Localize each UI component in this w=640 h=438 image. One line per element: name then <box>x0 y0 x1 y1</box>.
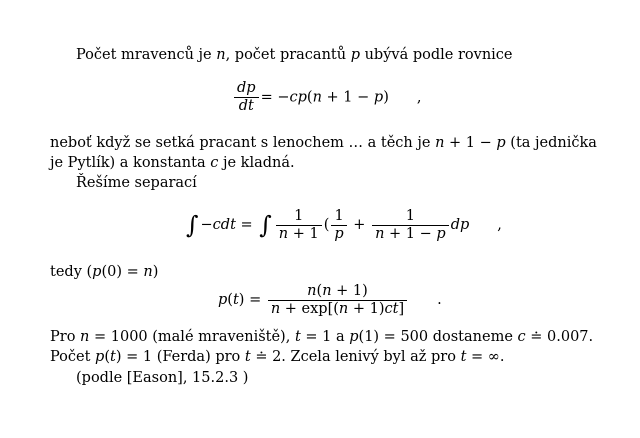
text: ( <box>323 217 330 233</box>
var-cdt: cdt <box>212 217 236 233</box>
numerator: dp <box>237 80 256 96</box>
text: tedy ( <box>50 264 93 280</box>
var-n: n <box>270 300 281 317</box>
var-p: p <box>496 135 506 151</box>
paragraph-explanation-line2 <box>50 154 295 172</box>
text: + 1 <box>288 225 319 242</box>
var-n: n <box>322 282 332 299</box>
var-p: p <box>373 89 384 106</box>
var-c: c <box>210 155 219 171</box>
var-p: p <box>92 264 102 280</box>
fraction-1-over-n-plus-1-minus-p <box>372 208 449 243</box>
var-n: n <box>307 282 317 299</box>
var-dp: dp <box>450 217 470 233</box>
punctuation: . <box>437 292 442 308</box>
text: + 1 − <box>321 89 374 106</box>
text: ) = <box>238 292 266 308</box>
var-t: t <box>294 329 301 345</box>
var-n: n <box>435 135 445 151</box>
var-c: c <box>517 329 526 345</box>
punctuation: , <box>416 89 422 106</box>
var-n: n <box>278 225 289 242</box>
var-ct: ct <box>384 300 399 317</box>
var-n: n <box>80 329 90 345</box>
var-t: t <box>232 292 239 308</box>
paragraph-numbers <box>50 328 593 346</box>
equation-solution <box>218 282 442 318</box>
var-t: t <box>460 349 467 365</box>
numerator: 1 <box>331 208 346 226</box>
text: Řešíme separací <box>76 175 197 191</box>
equation-differential <box>232 80 421 115</box>
paragraph-intro <box>76 46 513 64</box>
var-p: p <box>436 225 446 242</box>
text: ubývá podle rovnice <box>359 47 513 63</box>
var-p: p <box>95 349 105 365</box>
text: , počet pracantů <box>225 47 351 63</box>
paragraph-explanation-line1 <box>50 134 597 152</box>
text: + exp[( <box>280 300 339 317</box>
punctuation: , <box>497 217 502 233</box>
text: Počet <box>50 349 96 365</box>
text: ( <box>104 349 111 365</box>
text: Počet mravenců je <box>76 47 217 63</box>
text: ( <box>316 282 323 299</box>
text: = ∞. <box>466 349 505 365</box>
text: ( <box>227 292 233 308</box>
text: = − <box>260 89 290 106</box>
var-n: n <box>375 225 385 242</box>
var-n: n <box>216 47 226 63</box>
text: ≐ 2. Zcela lenivý byl až pro <box>250 349 461 365</box>
text: = 1000 (malé mraveniště), <box>89 329 295 345</box>
text: je Pytlík) a konstanta <box>50 155 211 171</box>
text: = <box>235 217 258 233</box>
text: + 1) <box>348 300 385 317</box>
text: ( <box>306 89 313 106</box>
numerator: 1 <box>372 208 449 226</box>
numerator: 1 <box>276 208 322 226</box>
text: ) <box>152 264 159 280</box>
text: ) = 1 (Ferda) pro <box>115 349 245 365</box>
var-n: n <box>312 89 322 106</box>
text: (0) = <box>101 264 144 280</box>
text: (ta jednička <box>505 135 597 151</box>
integral-sign: ∫ <box>259 211 272 239</box>
reference <box>76 369 248 387</box>
paragraph-separation <box>76 174 197 192</box>
text: (1) = 500 dostaneme <box>358 329 518 345</box>
text: je kladná. <box>218 155 295 171</box>
var-p: p <box>218 292 228 308</box>
text: + <box>348 217 371 233</box>
var-cp: cp <box>289 89 307 106</box>
text: + 1) <box>331 282 368 299</box>
integral-sign: ∫ <box>186 211 199 239</box>
var-p: p <box>350 47 360 63</box>
fraction-1-over-n-plus-1 <box>276 208 322 243</box>
text: neboť když se setká pracant s lenochem … a těch je <box>50 135 436 151</box>
reference-text: (podle [Eason], 15.2.3 ) <box>76 370 249 386</box>
equation-integral <box>184 206 502 244</box>
fraction-dp-dt <box>234 80 259 115</box>
text: ] <box>398 300 405 317</box>
denominator: dt <box>238 98 254 114</box>
fraction-solution <box>268 283 407 318</box>
var-t: t <box>244 349 251 365</box>
text: ) <box>383 89 389 106</box>
paragraph-ferda <box>50 348 504 366</box>
fraction-1-over-p <box>331 208 346 243</box>
text: + 1 − <box>444 135 497 151</box>
var-t: t <box>110 349 116 365</box>
text: = 1 a <box>300 329 350 345</box>
var-n: n <box>143 264 153 280</box>
var-p: p <box>334 225 344 242</box>
paragraph-initial-condition <box>50 263 158 281</box>
var-p: p <box>349 329 359 345</box>
var-n: n <box>338 300 349 317</box>
text: Pro <box>50 329 81 345</box>
text: − <box>200 217 213 233</box>
text: + 1 − <box>384 225 437 242</box>
text: ≐ 0.007. <box>525 329 594 345</box>
